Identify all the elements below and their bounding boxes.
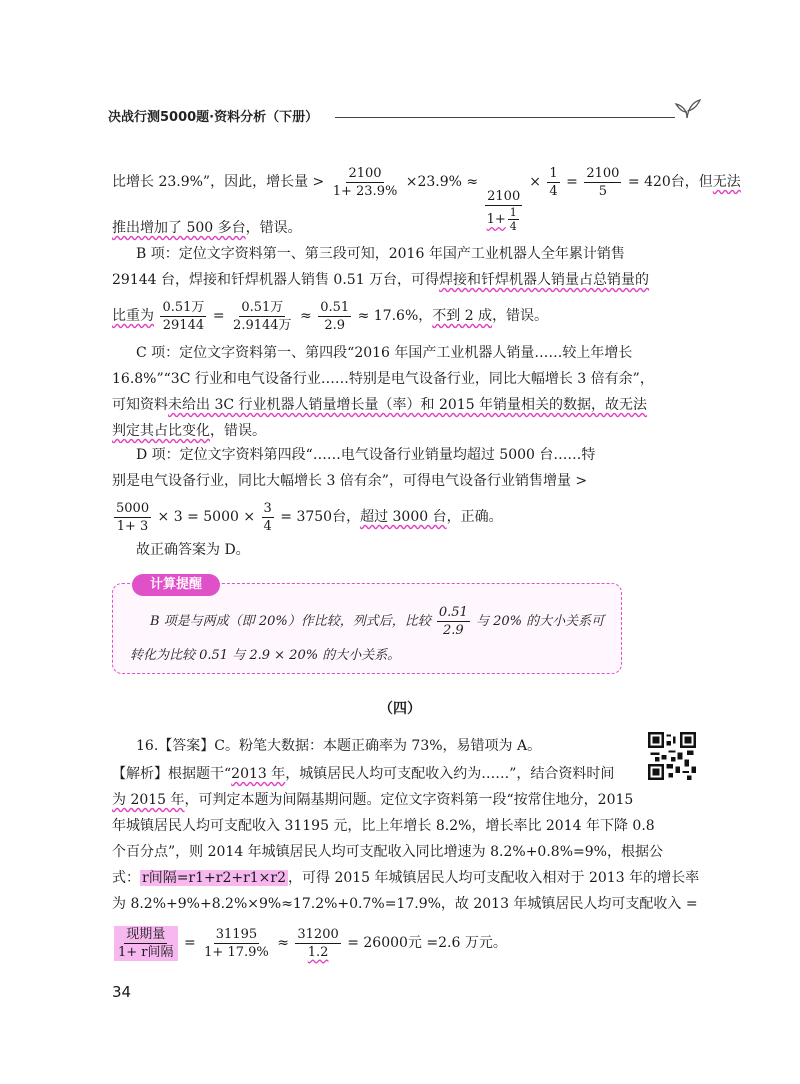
numerator: 0.51万 xyxy=(162,299,205,315)
option-b-line2 xyxy=(112,270,649,290)
header-rule xyxy=(335,117,675,118)
text: = 420台，但 xyxy=(627,174,713,190)
text: = 26000元 =2.6 万元。 xyxy=(347,935,507,951)
q16-answer-line: 16.【答案】C。粉笔大数据：本题正确率为 73%，易错项为 A。 xyxy=(136,738,542,754)
text: ，城镇居民人均可支配收入约为……”，结合资料时间 xyxy=(285,766,615,782)
text: 29144 台，焊接和钎焊机器人销售 0.51 万台，可得 xyxy=(112,272,440,288)
numerator: 31200 xyxy=(297,926,339,942)
text: × xyxy=(529,174,541,190)
fraction xyxy=(114,926,178,961)
running-header: 决战行测5000题·资料分析（下册） xyxy=(108,110,319,125)
denominator: 4 xyxy=(509,220,517,233)
option-a-line2 xyxy=(112,218,302,238)
text: = xyxy=(212,308,225,324)
text: ，错误。 xyxy=(492,308,549,324)
q16-analysis-line6: 为 8.2%+9%+8.2%×9%≈17.2%+0.7%=17.9%，故 2013 年城镇居民人均可支配收入 = xyxy=(112,896,698,912)
text: 可知资料 xyxy=(112,397,168,413)
highlighted-text: 为 2015 年 xyxy=(112,792,185,808)
text: 【解析】根据题干“ xyxy=(112,766,232,782)
answer-line: 故正确答案为 D。 xyxy=(136,542,250,558)
numerator: 2100 xyxy=(348,165,382,181)
numerator: 0.51万 xyxy=(241,299,284,315)
text: ，错误。 xyxy=(245,220,302,236)
text: = 3750台， xyxy=(280,509,361,525)
highlighted-text: 超过 3000 台 xyxy=(360,509,447,525)
text: 与 20% 的大小关系可 xyxy=(475,614,605,629)
fraction xyxy=(231,299,294,334)
denominator: 1+ 23.9% xyxy=(332,183,398,199)
text: ≈ xyxy=(300,308,312,324)
fraction xyxy=(262,500,274,535)
highlighted-text: 推出增加了 500 多台 xyxy=(112,220,246,236)
qr-code-icon[interactable] xyxy=(648,732,696,780)
denominator: 1+ 17.9% xyxy=(204,944,269,960)
text: ，可判定本题为间隔基期问题。定位文字资料第一段“按常住地分，2015 xyxy=(184,792,634,808)
fraction xyxy=(295,926,340,961)
q16-analysis-line3: 年城镇居民人均可支配收入 31195 元，比上年增长 8.2%，增长率比 2014 年下降 0.8 xyxy=(112,818,655,834)
denominator: 4 xyxy=(263,518,272,534)
option-d-line1: D 项：定位文字资料第四段“……电气设备行业销量均超过 5000 台……特 xyxy=(136,447,596,463)
numerator: 1 xyxy=(509,206,517,219)
fraction xyxy=(485,188,523,233)
highlighted-text: 判定其占比变化 xyxy=(112,423,210,439)
text: 式： xyxy=(112,870,140,886)
text: ，可得 2015 年城镇居民人均可支配收入相对于 2013 年的增长率 xyxy=(288,870,700,886)
q16-analysis-line1 xyxy=(112,764,614,784)
highlighted-text: 不到 2 成 xyxy=(432,308,493,324)
text: 比增长 23.9%”，因此，增长量 > xyxy=(112,174,325,190)
denominator: 2.9 xyxy=(442,623,464,638)
formula-highlight: r间隔=r1+r2+r1×r2 xyxy=(142,870,287,886)
denominator: 1+ 3 xyxy=(116,518,149,534)
fraction xyxy=(318,299,351,334)
text: ≈ xyxy=(277,935,289,951)
section-heading: （四） xyxy=(379,701,421,717)
option-d-line3 xyxy=(112,497,503,537)
fraction xyxy=(584,165,621,200)
option-b-line3 xyxy=(112,296,548,336)
numerator: 0.51 xyxy=(438,605,468,620)
numerator: 现期量 xyxy=(126,926,166,942)
option-d-line2: 别是电气设备行业，同比大幅增长 3 倍有余”，可得电气设备行业销售增量 > xyxy=(112,473,588,489)
text: ≈ 17.6%， xyxy=(357,308,433,324)
q16-analysis-line4: 个百分点”，则 2014 年城镇居民人均可支配收入同比增速为 8.2%+0.8%=9%，根据公 xyxy=(112,844,663,860)
denominator: 1+ r间隔 xyxy=(118,944,174,960)
highlighted-text: 无法 xyxy=(712,174,741,190)
numerator: 2100 xyxy=(586,165,620,181)
text: ，正确。 xyxy=(446,509,503,525)
option-c-line2: 16.8%”“3C 行业和电气设备行业……特别是电气设备行业，同比大幅增长 3 倍有余”， xyxy=(112,371,654,387)
highlighted-text: 未给出 3C 行业机器人销量增长量（率）和 2015 年销量相关的数据，故无法 xyxy=(168,397,648,413)
numerator: 2100 xyxy=(487,189,521,204)
fraction xyxy=(437,604,470,639)
tip-label: 计算提醒 xyxy=(132,574,220,596)
option-c-line1: C 项：定位文字资料第一、第四段“2016 年国产工业机器人销量……较上年增长 xyxy=(136,345,633,361)
denominator: 2.9144万 xyxy=(233,317,292,333)
fraction xyxy=(547,165,559,200)
text: = xyxy=(566,174,578,190)
text: 1+ xyxy=(486,212,506,227)
denominator: 29144 xyxy=(162,317,205,333)
fraction xyxy=(114,500,151,535)
numerator: 3 xyxy=(263,500,272,516)
text: ，错误。 xyxy=(210,423,266,439)
text: = xyxy=(183,935,196,951)
q16-analysis-line2 xyxy=(112,790,633,810)
numerator: 31195 xyxy=(215,926,258,942)
highlighted-text: 2013 年 xyxy=(231,766,286,782)
denominator: 5 xyxy=(598,183,608,199)
numerator: 1 xyxy=(549,165,558,181)
option-c-line3 xyxy=(112,395,647,415)
fraction xyxy=(508,206,519,233)
denominator: 4 xyxy=(549,183,558,199)
q16-analysis-line7 xyxy=(112,922,507,964)
tip-line2: 转化为比较 0.51 与 2.9 × 20% 的大小关系。 xyxy=(130,648,401,663)
leaf-sprout-icon xyxy=(672,96,702,120)
denominator xyxy=(485,206,523,233)
text: B 项是与两成（即 20%）作比较，列式后，比较 xyxy=(150,614,431,629)
numerator: 5000 xyxy=(116,500,150,516)
page-number: 34 xyxy=(112,983,132,1001)
q16-analysis-line5 xyxy=(112,868,699,888)
fraction xyxy=(331,165,400,200)
fraction xyxy=(202,926,271,961)
text: ×23.9% ≈ xyxy=(405,174,479,190)
option-b-line1: B 项：定位文字资料第一、第三段可知，2016 年国产工业机器人全年累计销售 xyxy=(136,246,625,262)
numerator: 0.51 xyxy=(320,299,350,315)
option-c-line4 xyxy=(112,421,266,441)
denominator: 1.2 xyxy=(307,944,329,960)
tip-line1 xyxy=(150,604,604,640)
highlighted-text: 焊接和钎焊机器人销量占总销量的 xyxy=(439,272,650,288)
highlighted-text: 比重为 xyxy=(112,308,154,324)
text: × 3 = 5000 × xyxy=(157,509,256,525)
fraction xyxy=(160,299,206,334)
denominator: 2.9 xyxy=(324,317,345,333)
